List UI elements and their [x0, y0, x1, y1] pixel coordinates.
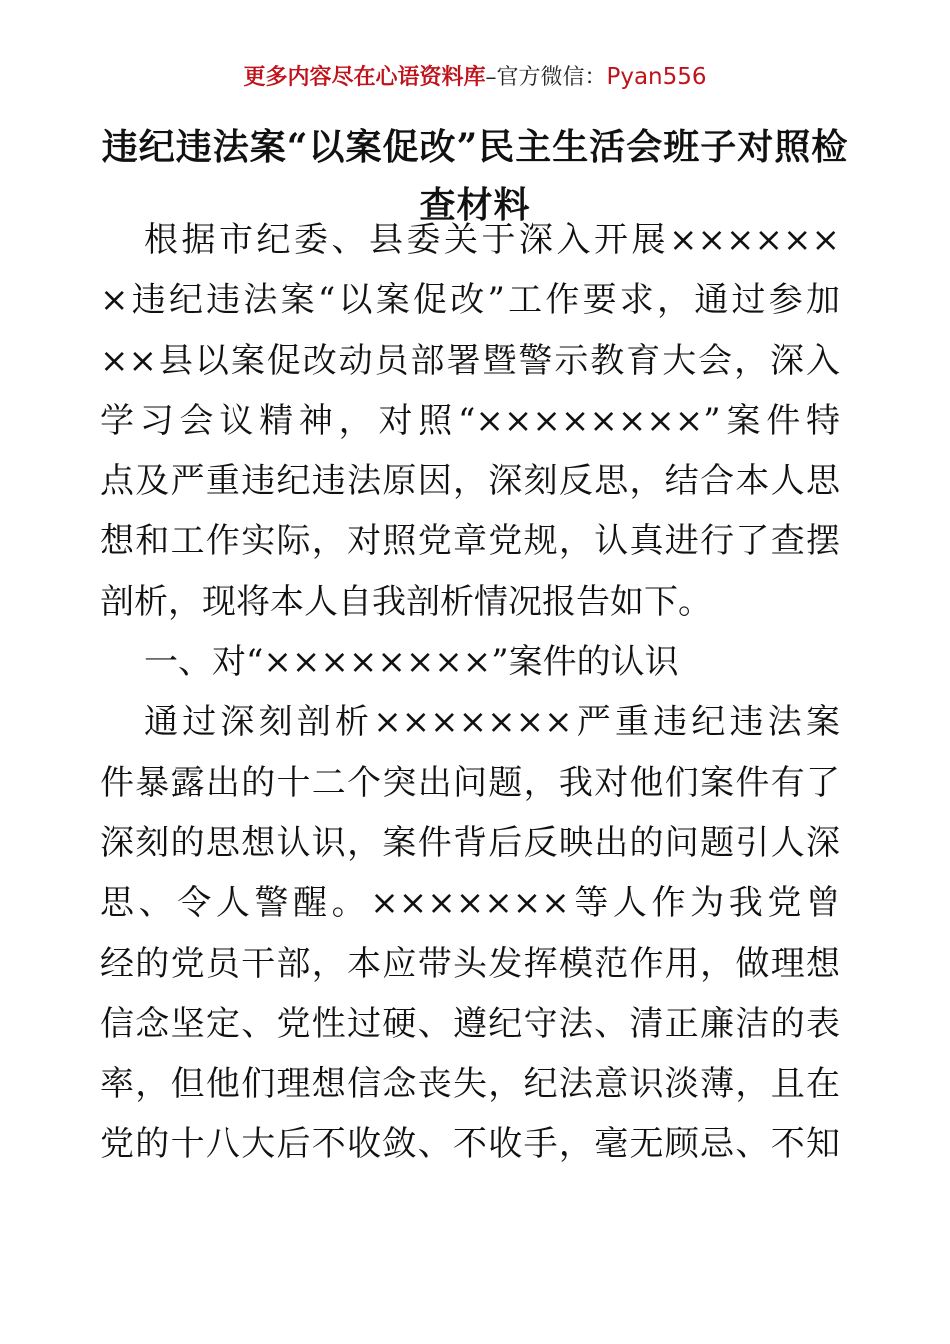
header-banner	[0, 62, 950, 93]
body-line: 想和工作实际，对照党章党规，认真进行了查摆	[100, 521, 840, 562]
banner-library-text: 更多内容尽在心语资料库	[243, 64, 486, 90]
body-line: 剖析，现将本人自我剖析情况报告如下。	[100, 581, 712, 622]
document-body	[100, 210, 840, 1175]
body-line: ××县以案促改动员部署暨警示教育大会，深入	[100, 340, 840, 381]
body-line: 点及严重违纪违法原因，深刻反思，结合本人思	[100, 461, 840, 502]
body-line: 学习会议精神，对照“××××××××”案件特	[100, 400, 840, 441]
body-line: 根据市纪委、县委关于深入开展××××××	[144, 220, 840, 260]
section-heading: 一、对“××××××××”案件的认识	[144, 642, 679, 683]
banner-wechat-id: Pyan556	[606, 64, 707, 90]
title-line-2: 查材料	[419, 184, 531, 226]
body-line: 件暴露出的十二个突出问题，我对他们案件有了	[100, 762, 840, 803]
body-line: ×违纪违法案“以案促改”工作要求，通过参加	[100, 280, 840, 321]
body-line: 思、令人警醒。×××××××等人作为我党曾	[100, 883, 840, 924]
body-line: 信念坚定、党性过硬、遵纪守法、清正廉洁的表	[100, 1003, 840, 1044]
body-line: 通过深刻剖析×××××××严重违纪违法案	[144, 702, 840, 743]
body-line: 深刻的思想认识，案件背后反映出的问题引人深	[100, 822, 840, 863]
body-line: 经的党员干部，本应带头发挥模范作用，做理想	[100, 943, 840, 984]
body-line: 党的十八大后不收敛、不收手，毫无顾忌、不知	[100, 1124, 840, 1165]
title-line-1: 违纪违法案“以案促改”民主生活会班子对照检	[101, 126, 849, 168]
banner-wechat-label: –官方微信：	[485, 65, 607, 90]
body-line: 率，但他们理想信念丧失，纪法意识淡薄，且在	[100, 1064, 840, 1105]
